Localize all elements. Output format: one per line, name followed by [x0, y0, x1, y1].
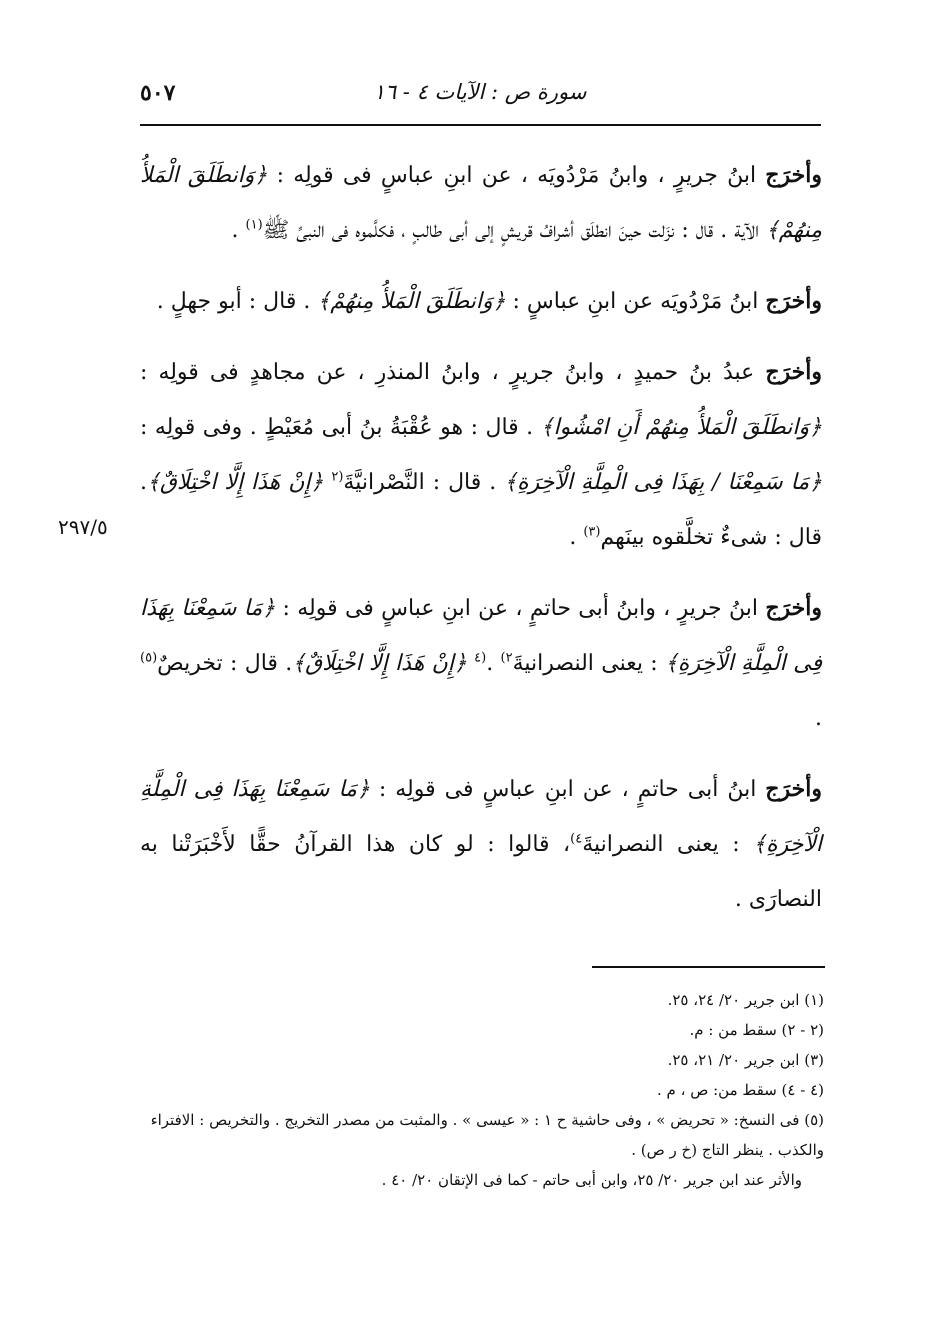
footnote: (١) ابن جرير ٢٠/ ٢٤، ٢٥.	[667, 991, 824, 1009]
margin-reference: ٢٩٧/٥	[58, 515, 108, 539]
text: عبدُ بنُ حميدٍ ، وابنُ جريرٍ ، وابنُ المنذرِ ، عن مجاهدٍ فى قولِه :	[140, 360, 766, 385]
footnote-ref: (٢	[331, 469, 344, 485]
text: ابنُ أبى حاتمٍ ، عن ابنِ عباسٍ فى قولِه :	[369, 777, 766, 802]
quran-quote: ﴿وَانطَلَقَ الْمَلأُ مِنهُمْ﴾	[317, 289, 506, 314]
paragraph-3	[140, 345, 822, 565]
lead-word: وأخرَج	[765, 288, 822, 314]
footnote-ref: (١)	[245, 217, 263, 233]
footnote-ref: (٤	[474, 650, 487, 666]
main-text	[140, 148, 822, 943]
text: . قال : أبو جهلٍ .	[156, 289, 318, 314]
header-rule	[140, 124, 821, 126]
quran-quote: ﴿مَا سَمِعْنَا / بِهَذَا فِى الْمِلَّةِ الْآخِرَةِ﴾	[504, 470, 822, 495]
quran-quote: ﴿مَا سَمِعْنَا بِهَذَا فِى الْمِلَّةِ الْآخِرَةِ﴾	[140, 596, 822, 676]
text: . قال : النَّصْرانيَّةَ	[343, 470, 505, 495]
footnote: (٤ - ٤) سقط من: ص ، م .	[657, 1081, 824, 1099]
footnote-continuation: والأثر عند ابن جرير ٢٠/ ٢٥، وابن أبى حاتم - كما فى الإتقان ٢٠/ ٤٠ .	[381, 1171, 802, 1189]
paragraph-5	[140, 762, 822, 927]
text: ابنُ جريرٍ ، وابنُ مَرْدُويَه ، عن ابنِ عباسٍ فى قولِه :	[267, 163, 766, 188]
text: .	[486, 651, 501, 676]
footnote-rule	[592, 966, 825, 968]
footnote: (٢ - ٢) سقط من : م.	[689, 1021, 824, 1039]
page-number: ٥٠٧	[140, 80, 176, 106]
footnote: (٣) ابن جرير ٢٠/ ٢١، ٢٥.	[667, 1051, 824, 1069]
text: ابنُ جريرٍ ، وابنُ أبى حاتمٍ ، عن ابنِ عباسٍ فى قولِه :	[275, 596, 766, 621]
footnotes	[140, 985, 824, 1195]
lead-word: وأخرَج	[765, 776, 822, 802]
text: ابنُ مَرْدُويَه عن ابنِ عباسٍ :	[505, 289, 766, 314]
text: : يعنى النصرانيةَ	[512, 651, 666, 676]
quran-quote: ﴿وَانطَلَقَ الْمَلأُ مِنهُمْ﴾	[140, 163, 822, 243]
quran-quote: ﴿إِنْ هَذَا إِلَّا اخْتِلَاقٌ﴾	[292, 651, 475, 676]
quran-quote: ﴿وَانطَلَقَ الْمَلأُ مِنهُمْ أَنِ امْشُوا﴾	[540, 415, 822, 440]
running-title: سورة ص : الآيات ٤ - ١٦	[373, 80, 587, 104]
lead-word: وأخرَج	[765, 595, 822, 621]
paragraph-1	[140, 148, 822, 258]
footnote-ref: (٥)	[140, 650, 158, 666]
text: : يعنى النصرانيةَ	[582, 832, 754, 857]
footnote-ref: ٢)	[500, 650, 513, 666]
footnote-ref: (٣)	[583, 524, 601, 540]
footnote: (٥) فى النسخ: « تحريض » ، وفى حاشية ح ١ : « عيسى » . والمثبت من مصدر التخريج . والتخريص : الافتراء والكذب . ينظر التاج (خ ر ص) .	[150, 1111, 824, 1159]
text: . قال : تخريصٌ	[157, 651, 293, 676]
text: .	[815, 706, 822, 731]
page-header	[140, 80, 820, 120]
quran-quote: ﴿إِنْ هَذَا إِلَّا اخْتِلَاقٌ﴾	[147, 470, 332, 495]
footnote-ref: ٤)	[570, 831, 583, 847]
paragraph-2	[140, 274, 822, 329]
lead-word: وأخرَج	[765, 359, 822, 385]
quran-quote: ﴿مَا سَمِعْنَا بِهَذَا فِى الْمِلَّةِ الْآخِرَةِ﴾	[140, 777, 822, 857]
lead-word: وأخرَج	[765, 162, 822, 188]
text: ، قالوا : لو كان هذا القرآنُ حقًّا لأَخْبَرَتْنا به النصارَى .	[140, 832, 822, 912]
text: . قال : شىءٌ تخلَّقوه بينَهم	[140, 470, 822, 550]
paragraph-4	[140, 581, 822, 746]
text: الآية . قال : نزَلت حينَ انطلَق أشرافُ قريشٍ إلى أبى طالبٍ ، فكلَّموه فى النبىِّ ﷺ	[262, 218, 766, 243]
text: . قال : هو عُقْبَةُ بنُ أبى مُعَيْطٍ . وفى قولِه :	[140, 415, 541, 440]
text: .	[231, 218, 246, 243]
text: .	[569, 525, 584, 550]
